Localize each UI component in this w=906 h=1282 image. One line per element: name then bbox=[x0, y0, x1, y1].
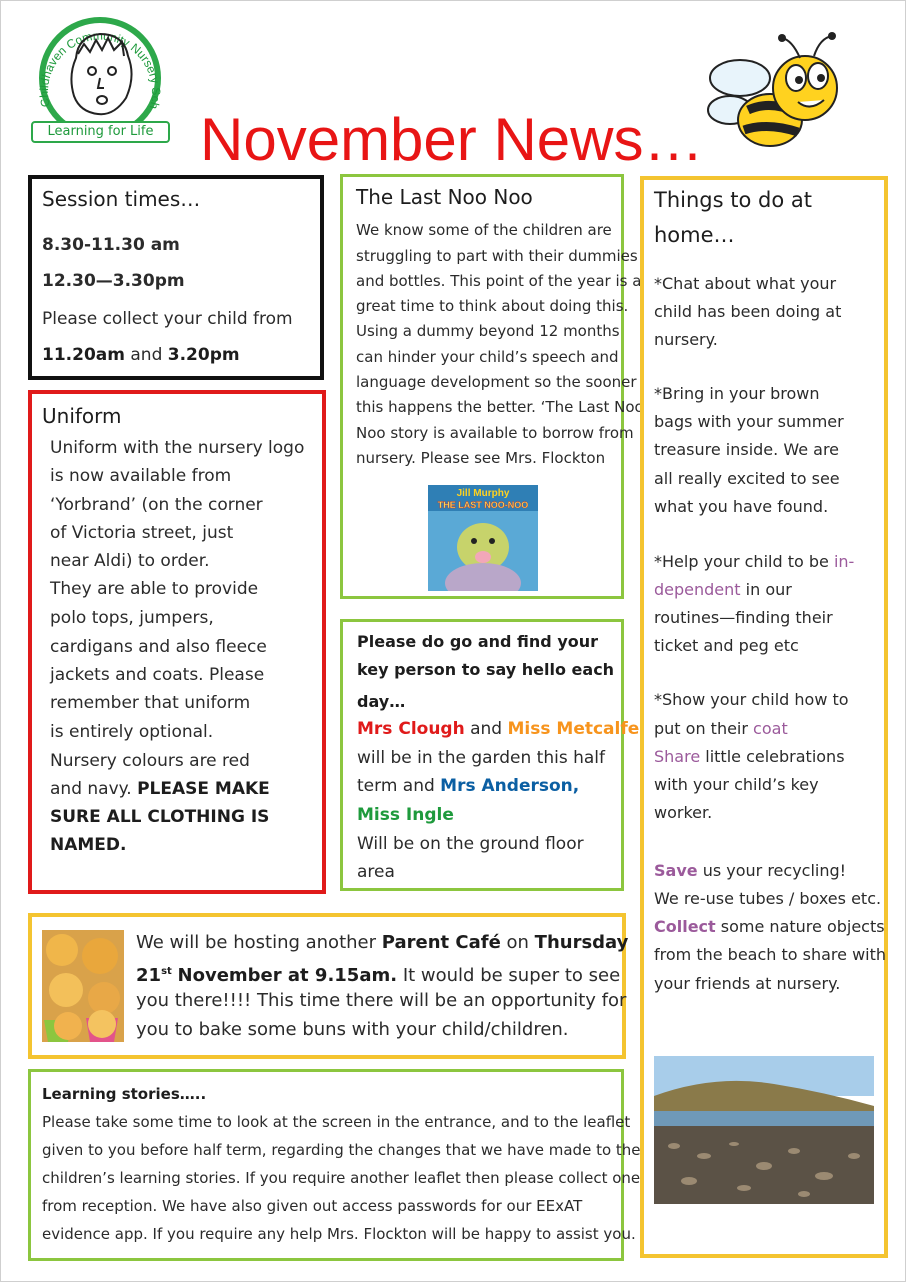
logo-tagline: Learning for Life bbox=[31, 121, 170, 143]
cafe-line: you to bake some buns with your child/children. bbox=[136, 1019, 569, 1040]
collect-times bbox=[42, 345, 240, 365]
key-person-clough: Mrs Clough bbox=[357, 719, 465, 739]
uniform-line: Nursery colours are red bbox=[50, 751, 250, 771]
things-share: worker. bbox=[654, 803, 713, 822]
uniform-line: is now available from bbox=[50, 466, 232, 486]
things-help bbox=[654, 580, 792, 600]
uniform-navy-text: and navy. bbox=[50, 779, 132, 799]
noonoo-line: can hinder your child’s speech and bbox=[356, 348, 619, 366]
key-heading-line: Please do go and find your bbox=[357, 632, 599, 651]
noonoo-heading: The Last Noo Noo bbox=[356, 185, 533, 209]
key-garden-line: will be in the garden this half bbox=[357, 748, 605, 768]
uniform-line: cardigans and also fleece bbox=[50, 637, 267, 657]
noonoo-line: We know some of the children are bbox=[356, 221, 612, 239]
beach-photo bbox=[654, 1056, 874, 1204]
show-coat: coat bbox=[753, 719, 788, 738]
things-help: routines—finding their bbox=[654, 608, 833, 627]
things-heading: Things to do at bbox=[654, 188, 812, 212]
key-heading-line: key person to say hello each bbox=[357, 660, 615, 679]
logo-emblem bbox=[28, 16, 173, 126]
uniform-line: remember that uniform bbox=[50, 693, 251, 713]
key-ground-line: area bbox=[357, 862, 395, 882]
things-collect: your friends at nursery. bbox=[654, 974, 841, 993]
uniform-notice: SURE ALL CLOTHING IS bbox=[50, 807, 270, 827]
noonoo-line: language development so the sooner bbox=[356, 373, 637, 391]
uniform-line: They are able to provide bbox=[50, 579, 259, 599]
things-heading: home… bbox=[654, 223, 735, 247]
key-person-anderson: Mrs Anderson, bbox=[440, 776, 580, 796]
noonoo-line: struggling to part with their dummies bbox=[356, 247, 638, 265]
session-time-morning: 8.30-11.30 am bbox=[42, 235, 180, 255]
noonoo-line: nursery. Please see Mrs. Flockton bbox=[356, 449, 606, 467]
things-bring: all really excited to see bbox=[654, 469, 840, 488]
things-bring: treasure inside. We are bbox=[654, 440, 840, 459]
show-text: put on their bbox=[654, 719, 748, 738]
cafe-line: you there!!!! This time there will be an opportunity for bbox=[136, 990, 627, 1011]
things-chat: *Chat about what your bbox=[654, 274, 837, 293]
cafe-event-name: Parent Café bbox=[381, 932, 501, 953]
key-term-line bbox=[357, 776, 579, 796]
book-title: THE LAST NOO-NOO bbox=[437, 500, 529, 510]
things-bring: *Bring in your brown bbox=[654, 384, 820, 403]
cupcakes-photo bbox=[42, 930, 124, 1042]
collect-text: some nature objects bbox=[720, 917, 885, 936]
learning-line: given to you before half term, regarding the changes that we have made to the bbox=[42, 1141, 641, 1159]
uniform-notice: PLEASE MAKE bbox=[137, 779, 270, 799]
things-chat: child has been doing at bbox=[654, 302, 842, 321]
session-time-afternoon: 12.30—3.30pm bbox=[42, 271, 185, 291]
logo-ring-text: Childhaven Community Nursery Sch bbox=[36, 28, 164, 111]
things-save bbox=[654, 861, 846, 881]
save-text: us your recycling! bbox=[702, 861, 847, 880]
cafe-date-time: November at 9.15am. bbox=[177, 965, 398, 986]
nursery-logo bbox=[28, 16, 173, 148]
things-reuse: We re-use tubes / boxes etc. bbox=[654, 889, 882, 908]
things-collect bbox=[654, 917, 885, 937]
bee-illustration bbox=[700, 30, 850, 160]
things-collect: from the beach to share with bbox=[654, 945, 887, 964]
uniform-heading: Uniform bbox=[42, 404, 122, 428]
things-share bbox=[654, 747, 845, 767]
key-person-ingle: Miss Ingle bbox=[357, 805, 454, 825]
collect-and: and bbox=[130, 345, 163, 365]
save-word: Save bbox=[654, 861, 698, 880]
things-bring: bags with your summer bbox=[654, 412, 844, 431]
things-share: with your child’s key bbox=[654, 775, 819, 794]
learning-line: evidence app. If you require any help Mrs. Flockton will be happy to assist you. bbox=[42, 1225, 636, 1243]
uniform-notice: NAMED. bbox=[50, 835, 127, 855]
key-person-box bbox=[340, 619, 640, 891]
page-title: November News… bbox=[200, 106, 704, 173]
learning-line: Please take some time to look at the screen in the entrance, and to the leaflet bbox=[42, 1113, 631, 1131]
noonoo-line: this happens the better. ‘The Last Noo bbox=[356, 398, 644, 416]
help-independent-b: dependent bbox=[654, 580, 741, 599]
things-show: *Show your child how to bbox=[654, 690, 849, 709]
things-show bbox=[654, 719, 788, 739]
cafe-line bbox=[136, 962, 620, 986]
noonoo-line: great time to think about doing this. bbox=[356, 297, 629, 315]
things-help: ticket and peg etc bbox=[654, 636, 799, 655]
key-names-line bbox=[357, 719, 639, 739]
uniform-line: jackets and coats. Please bbox=[50, 665, 265, 685]
collect-time-afternoon: 3.20pm bbox=[167, 345, 240, 365]
uniform-line: ‘Yorbrand’ (on the corner bbox=[50, 495, 263, 515]
collect-time-morning: 11.20am bbox=[42, 345, 125, 365]
help-text: *Help your child to be bbox=[654, 552, 829, 571]
uniform-line: Uniform with the nursery logo bbox=[50, 438, 305, 458]
cafe-date-number: 21 bbox=[136, 965, 162, 986]
key-and: and bbox=[470, 719, 503, 739]
learning-stories-box bbox=[28, 1069, 641, 1261]
uniform-line: polo tops, jumpers, bbox=[50, 608, 214, 628]
cafe-date bbox=[136, 965, 172, 986]
book-cover-image bbox=[428, 485, 538, 591]
noonoo-line: Noo story is available to borrow from bbox=[356, 424, 634, 442]
learning-line: from reception. We have also given out access passwords for our EExAT bbox=[42, 1197, 583, 1215]
cafe-text: It would be super to see bbox=[402, 965, 621, 986]
share-text: little celebrations bbox=[705, 747, 845, 766]
key-person-metcalfe: Miss Metcalfe bbox=[507, 719, 640, 739]
things-bring: what you have found. bbox=[654, 497, 829, 516]
uniform-line: is entirely optional. bbox=[50, 722, 214, 742]
session-heading: Session times… bbox=[42, 187, 201, 211]
help-text: in our bbox=[745, 580, 792, 599]
cafe-text: on bbox=[506, 932, 529, 953]
help-independent-a: in- bbox=[833, 552, 855, 571]
collect-word: Collect bbox=[654, 917, 716, 936]
uniform-line: of Victoria street, just bbox=[50, 523, 234, 543]
share-word: Share bbox=[654, 747, 701, 766]
uniform-line: near Aldi) to order. bbox=[50, 551, 210, 571]
things-help bbox=[654, 552, 854, 572]
uniform-box bbox=[28, 390, 326, 894]
key-ground-line: Will be on the ground floor bbox=[357, 834, 584, 854]
collect-text: Please collect your child from bbox=[42, 309, 293, 329]
noonoo-line: and bottles. This point of the year is a bbox=[356, 272, 642, 290]
key-term-text: term and bbox=[357, 776, 435, 796]
learning-heading: Learning stories….. bbox=[42, 1085, 207, 1103]
things-chat: nursery. bbox=[654, 330, 718, 349]
uniform-line bbox=[50, 779, 270, 799]
noonoo-line: Using a dummy beyond 12 months bbox=[356, 322, 620, 340]
cafe-date-suffix: st bbox=[161, 966, 172, 977]
cafe-text: We will be hosting another bbox=[136, 932, 377, 953]
learning-line: children’s learning stories. If you require another leaflet then please collect one bbox=[42, 1169, 641, 1187]
book-author: Jill Murphy bbox=[456, 488, 510, 499]
key-heading-line: day… bbox=[357, 692, 406, 711]
cafe-day: Thursday bbox=[534, 932, 629, 953]
cafe-line bbox=[136, 933, 628, 953]
session-times-box bbox=[28, 175, 324, 380]
